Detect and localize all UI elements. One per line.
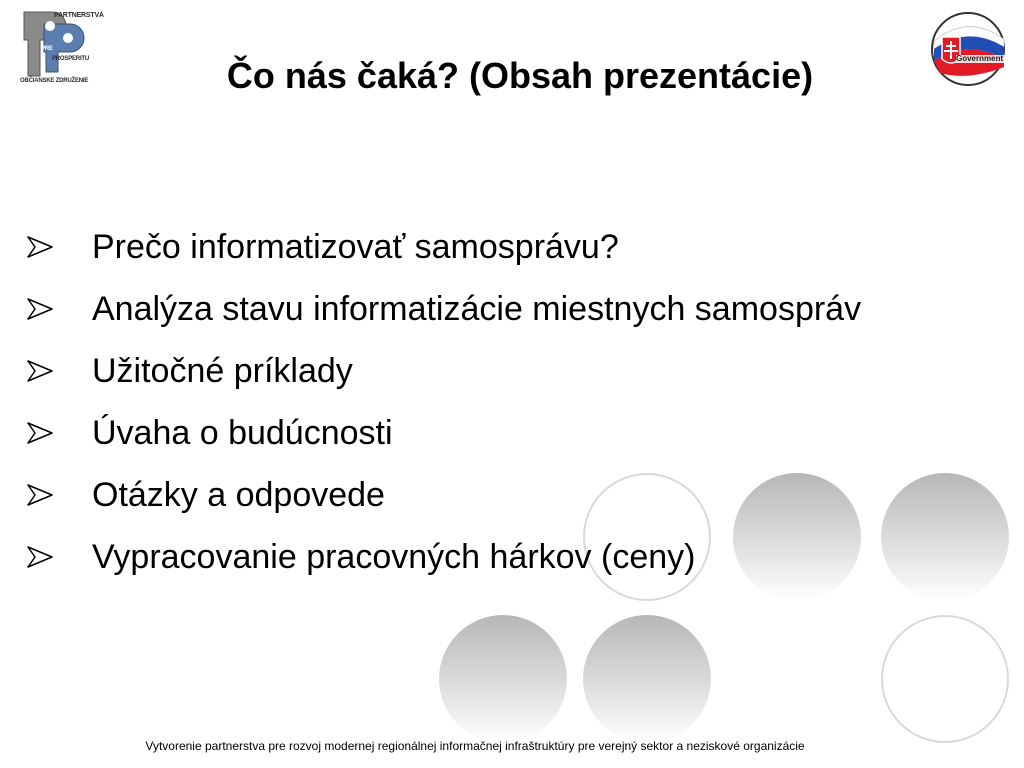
agenda-item-text: Úvaha o budúcnosti: [92, 414, 393, 452]
egovernment-logo: [930, 11, 1008, 89]
logo-text-obcianske: OBČIANSKE ZDRUŽENIE: [20, 78, 89, 84]
arrow-bullet-icon: [26, 297, 56, 321]
arrow-bullet-icon: [26, 483, 56, 507]
arrow-bullet-icon: [26, 235, 56, 259]
agenda-item-text: Užitočné príklady: [92, 352, 353, 390]
arrow-bullet-icon: [26, 545, 56, 569]
agenda-item: [26, 464, 861, 526]
agenda-item: [26, 526, 861, 588]
slide-footer: Vytvorenie partnerstva pre rozvoj modernej regionálnej informačnej infraštruktúry pre verejný sektor a neziskové organizácie: [145, 739, 805, 753]
decorative-circle: [583, 615, 711, 743]
agenda-item: [26, 402, 861, 464]
slide-title: Čo nás čaká? (Obsah prezentácie): [226, 55, 814, 96]
egovernment-logo-icon: [930, 11, 1008, 89]
arrow-bullet-icon: [26, 359, 56, 383]
arrow-bullet-icon: [26, 421, 56, 445]
agenda-item: [26, 278, 861, 340]
agenda-item: [26, 340, 861, 402]
decorative-circle: [439, 615, 567, 743]
logo-text-prosperitu: PROSPERITU: [52, 56, 90, 62]
agenda-list: [26, 216, 861, 588]
agenda-item-text: Prečo informatizovať samosprávu?: [92, 228, 619, 266]
agenda-item-text: Analýza stavu informatizácie miestnych samospráv: [92, 290, 862, 328]
agenda-item-text: Otázky a odpovede: [92, 476, 385, 514]
agenda-item: [26, 216, 861, 278]
logo-text-partnerstva: PARTNERSTVÁ: [54, 12, 104, 19]
agenda-item-text: Vypracovanie pracovných hárkov (ceny): [92, 538, 696, 576]
decorative-circle: [881, 473, 1009, 601]
logo-text-pre: PRE: [41, 46, 53, 52]
decorative-circle: [881, 615, 1009, 743]
logo-text-government: Government: [956, 54, 1004, 63]
